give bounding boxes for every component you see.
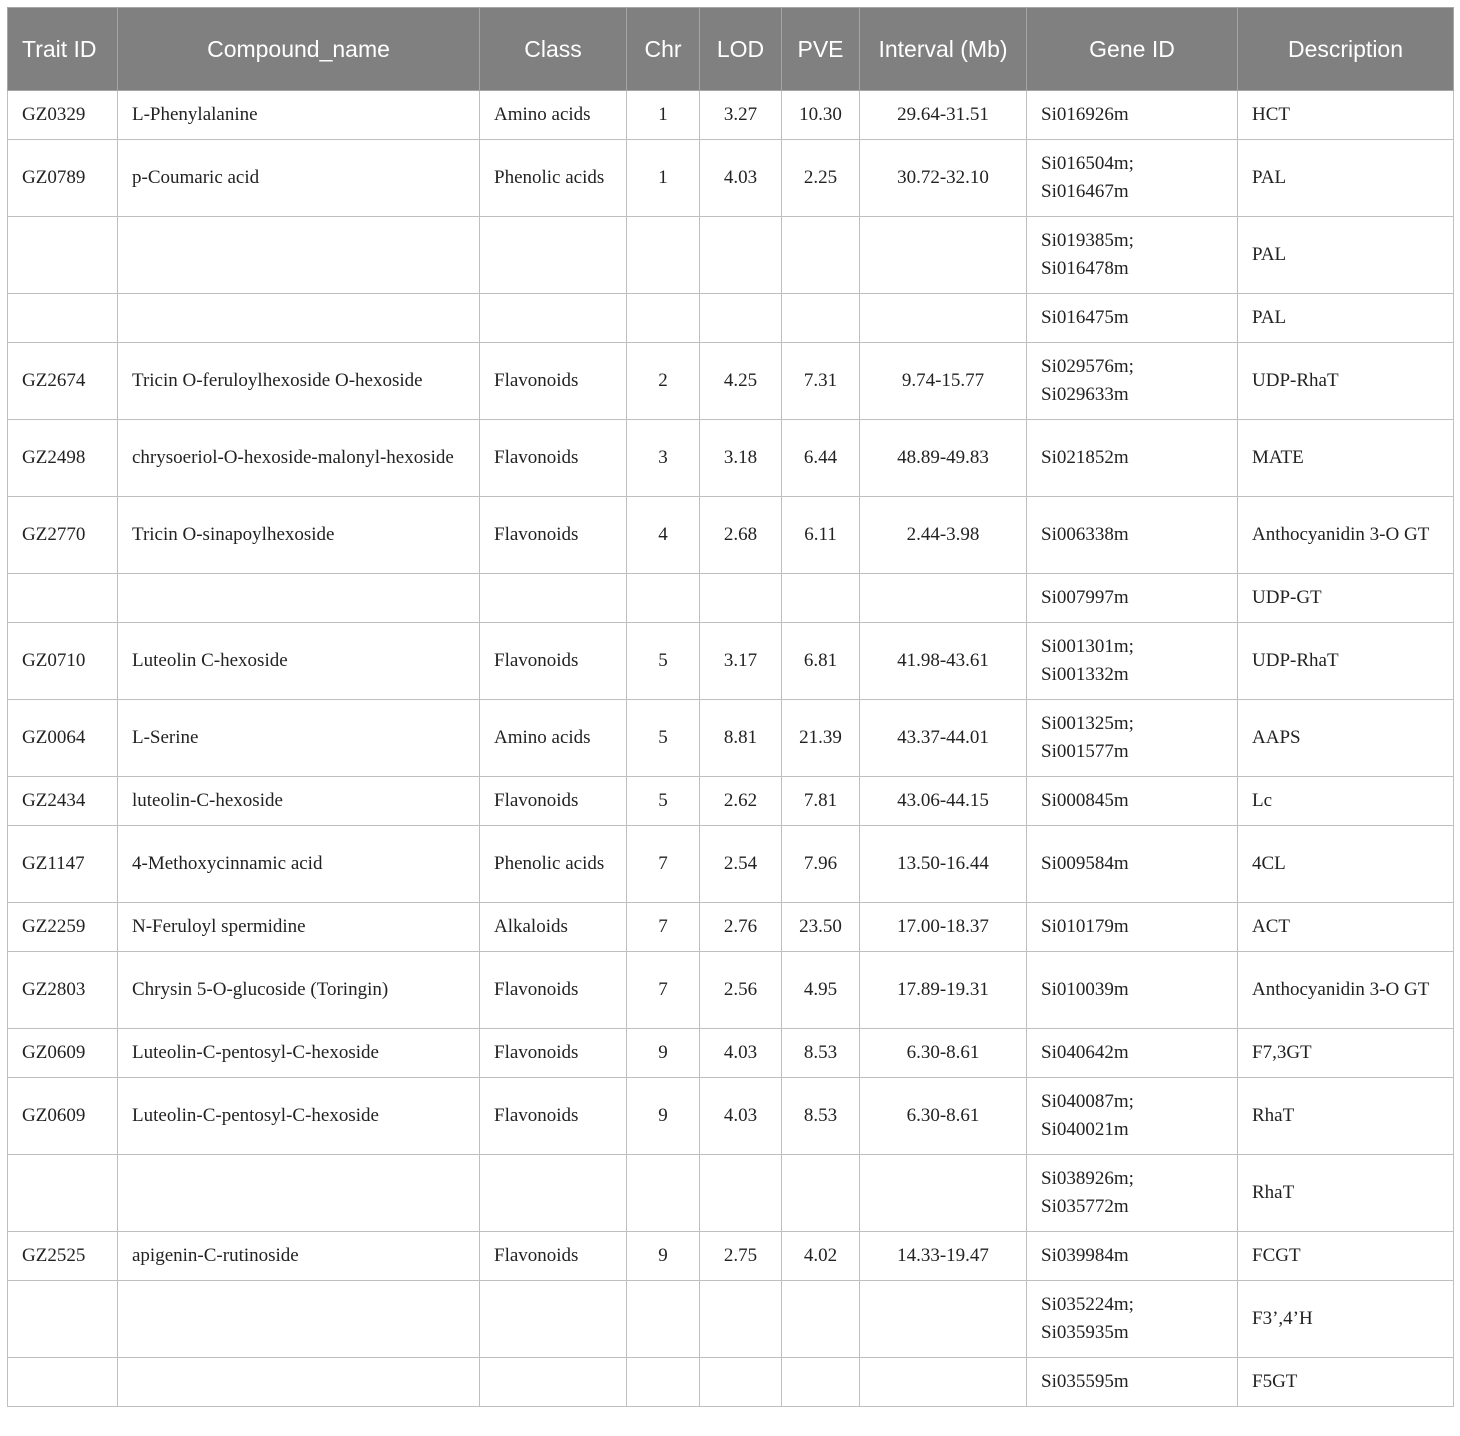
cell-chr <box>627 294 700 343</box>
cell-trait-id: GZ0789 <box>8 140 118 217</box>
cell-chr: 7 <box>627 826 700 903</box>
cell-pve: 4.02 <box>782 1232 860 1281</box>
cell-class: Amino acids <box>480 700 627 777</box>
header-chr: Chr <box>627 8 700 91</box>
cell-interval: 17.00-18.37 <box>860 903 1027 952</box>
cell-lod: 2.68 <box>700 497 782 574</box>
header-compound-name: Compound_name <box>118 8 480 91</box>
cell-description: PAL <box>1238 217 1454 294</box>
cell-description: PAL <box>1238 294 1454 343</box>
table-row <box>8 1232 1454 1281</box>
table-row <box>8 343 1454 420</box>
cell-description: UDP-RhaT <box>1238 623 1454 700</box>
cell-chr: 4 <box>627 497 700 574</box>
cell-trait-id <box>8 1281 118 1358</box>
cell-description: RhaT <box>1238 1078 1454 1155</box>
cell-chr <box>627 1281 700 1358</box>
cell-trait-id: GZ0609 <box>8 1029 118 1078</box>
cell-compound-name <box>118 217 480 294</box>
cell-description: UDP-GT <box>1238 574 1454 623</box>
cell-lod: 2.76 <box>700 903 782 952</box>
table-row <box>8 294 1454 343</box>
cell-lod <box>700 217 782 294</box>
cell-compound-name: Luteolin-C-pentosyl-C-hexoside <box>118 1078 480 1155</box>
cell-pve <box>782 1155 860 1232</box>
cell-trait-id <box>8 217 118 294</box>
cell-compound-name <box>118 1358 480 1407</box>
cell-description: Anthocyanidin 3-O GT <box>1238 952 1454 1029</box>
cell-gene-id: Si016504m; Si016467m <box>1027 140 1238 217</box>
cell-pve: 2.25 <box>782 140 860 217</box>
cell-chr: 1 <box>627 140 700 217</box>
table-row <box>8 826 1454 903</box>
cell-class: Alkaloids <box>480 903 627 952</box>
cell-class: Flavonoids <box>480 952 627 1029</box>
cell-description: 4CL <box>1238 826 1454 903</box>
cell-interval: 17.89-19.31 <box>860 952 1027 1029</box>
cell-lod <box>700 1155 782 1232</box>
cell-class: Flavonoids <box>480 777 627 826</box>
table-row <box>8 952 1454 1029</box>
cell-compound-name: apigenin-C-rutinoside <box>118 1232 480 1281</box>
cell-trait-id <box>8 574 118 623</box>
cell-class: Flavonoids <box>480 497 627 574</box>
cell-interval: 41.98-43.61 <box>860 623 1027 700</box>
table-row <box>8 623 1454 700</box>
cell-class <box>480 217 627 294</box>
cell-compound-name: Chrysin 5-O-glucoside (Toringin) <box>118 952 480 1029</box>
cell-chr: 7 <box>627 903 700 952</box>
header-lod: LOD <box>700 8 782 91</box>
cell-compound-name: Luteolin C-hexoside <box>118 623 480 700</box>
table-row <box>8 574 1454 623</box>
header-trait-id: Trait ID <box>8 8 118 91</box>
cell-interval: 29.64-31.51 <box>860 91 1027 140</box>
cell-gene-id: Si009584m <box>1027 826 1238 903</box>
cell-lod: 4.03 <box>700 1078 782 1155</box>
cell-interval: 6.30-8.61 <box>860 1078 1027 1155</box>
cell-trait-id: GZ0609 <box>8 1078 118 1155</box>
cell-class: Flavonoids <box>480 420 627 497</box>
cell-lod: 4.03 <box>700 1029 782 1078</box>
table-row <box>8 91 1454 140</box>
cell-description: Anthocyanidin 3-O GT <box>1238 497 1454 574</box>
cell-interval <box>860 574 1027 623</box>
cell-interval: 48.89-49.83 <box>860 420 1027 497</box>
cell-pve: 21.39 <box>782 700 860 777</box>
cell-pve: 8.53 <box>782 1078 860 1155</box>
table-row <box>8 777 1454 826</box>
table-row <box>8 903 1454 952</box>
cell-gene-id: Si021852m <box>1027 420 1238 497</box>
cell-class <box>480 1155 627 1232</box>
cell-trait-id: GZ2498 <box>8 420 118 497</box>
table-row <box>8 1078 1454 1155</box>
cell-trait-id: GZ2525 <box>8 1232 118 1281</box>
cell-pve: 23.50 <box>782 903 860 952</box>
cell-lod: 8.81 <box>700 700 782 777</box>
cell-lod: 2.75 <box>700 1232 782 1281</box>
cell-compound-name: 4-Methoxycinnamic acid <box>118 826 480 903</box>
cell-interval <box>860 1281 1027 1358</box>
cell-lod: 4.25 <box>700 343 782 420</box>
cell-pve: 10.30 <box>782 91 860 140</box>
cell-pve: 6.44 <box>782 420 860 497</box>
table-row <box>8 217 1454 294</box>
cell-compound-name <box>118 1281 480 1358</box>
cell-compound-name: chrysoeriol-O-hexoside-malonyl-hexoside <box>118 420 480 497</box>
header-pve: PVE <box>782 8 860 91</box>
cell-pve: 4.95 <box>782 952 860 1029</box>
cell-pve: 7.31 <box>782 343 860 420</box>
cell-trait-id <box>8 1358 118 1407</box>
cell-pve <box>782 217 860 294</box>
cell-compound-name: L-Phenylalanine <box>118 91 480 140</box>
cell-class <box>480 1358 627 1407</box>
cell-class: Flavonoids <box>480 1232 627 1281</box>
cell-lod <box>700 294 782 343</box>
cell-lod <box>700 1358 782 1407</box>
cell-chr: 9 <box>627 1029 700 1078</box>
cell-interval: 6.30-8.61 <box>860 1029 1027 1078</box>
cell-description: RhaT <box>1238 1155 1454 1232</box>
cell-interval <box>860 1155 1027 1232</box>
header-class: Class <box>480 8 627 91</box>
cell-pve: 7.96 <box>782 826 860 903</box>
table-row <box>8 700 1454 777</box>
cell-trait-id: GZ2434 <box>8 777 118 826</box>
cell-gene-id: Si001301m; Si001332m <box>1027 623 1238 700</box>
cell-gene-id: Si029576m; Si029633m <box>1027 343 1238 420</box>
cell-trait-id <box>8 294 118 343</box>
cell-compound-name <box>118 294 480 343</box>
cell-gene-id: Si007997m <box>1027 574 1238 623</box>
cell-compound-name: N-Feruloyl spermidine <box>118 903 480 952</box>
cell-gene-id: Si016926m <box>1027 91 1238 140</box>
cell-chr <box>627 217 700 294</box>
cell-description: F3’,4’H <box>1238 1281 1454 1358</box>
cell-compound-name <box>118 1155 480 1232</box>
cell-class: Amino acids <box>480 91 627 140</box>
cell-interval <box>860 217 1027 294</box>
cell-trait-id: GZ1147 <box>8 826 118 903</box>
cell-interval: 2.44-3.98 <box>860 497 1027 574</box>
cell-compound-name: L-Serine <box>118 700 480 777</box>
cell-interval: 43.06-44.15 <box>860 777 1027 826</box>
cell-gene-id: Si016475m <box>1027 294 1238 343</box>
header-row <box>8 8 1454 91</box>
cell-pve: 6.11 <box>782 497 860 574</box>
cell-gene-id: Si000845m <box>1027 777 1238 826</box>
cell-chr <box>627 1358 700 1407</box>
qtl-table <box>7 7 1454 1407</box>
cell-interval: 9.74-15.77 <box>860 343 1027 420</box>
cell-gene-id: Si038926m; Si035772m <box>1027 1155 1238 1232</box>
cell-lod: 3.27 <box>700 91 782 140</box>
cell-compound-name: p-Coumaric acid <box>118 140 480 217</box>
cell-description: PAL <box>1238 140 1454 217</box>
table-body <box>8 91 1454 1407</box>
cell-chr: 1 <box>627 91 700 140</box>
cell-chr: 9 <box>627 1078 700 1155</box>
cell-lod: 3.18 <box>700 420 782 497</box>
cell-class <box>480 294 627 343</box>
cell-chr: 9 <box>627 1232 700 1281</box>
cell-chr: 5 <box>627 623 700 700</box>
cell-interval: 14.33-19.47 <box>860 1232 1027 1281</box>
header-description: Description <box>1238 8 1454 91</box>
cell-class: Flavonoids <box>480 623 627 700</box>
cell-gene-id: Si010179m <box>1027 903 1238 952</box>
cell-trait-id: GZ2674 <box>8 343 118 420</box>
header-gene-id: Gene ID <box>1027 8 1238 91</box>
cell-chr: 7 <box>627 952 700 1029</box>
cell-interval: 43.37-44.01 <box>860 700 1027 777</box>
cell-class: Flavonoids <box>480 343 627 420</box>
cell-compound-name: Tricin O-feruloylhexoside O-hexoside <box>118 343 480 420</box>
cell-trait-id <box>8 1155 118 1232</box>
cell-chr <box>627 1155 700 1232</box>
cell-description: AAPS <box>1238 700 1454 777</box>
table-row <box>8 1029 1454 1078</box>
cell-class: Phenolic acids <box>480 140 627 217</box>
cell-gene-id: Si039984m <box>1027 1232 1238 1281</box>
cell-compound-name: Luteolin-C-pentosyl-C-hexoside <box>118 1029 480 1078</box>
cell-chr: 5 <box>627 777 700 826</box>
cell-pve <box>782 294 860 343</box>
cell-class <box>480 1281 627 1358</box>
cell-class: Flavonoids <box>480 1078 627 1155</box>
header-interval: Interval (Mb) <box>860 8 1027 91</box>
cell-class: Flavonoids <box>480 1029 627 1078</box>
cell-interval: 30.72-32.10 <box>860 140 1027 217</box>
cell-interval: 13.50-16.44 <box>860 826 1027 903</box>
cell-class: Phenolic acids <box>480 826 627 903</box>
table-row <box>8 140 1454 217</box>
cell-gene-id: Si010039m <box>1027 952 1238 1029</box>
cell-gene-id: Si001325m; Si001577m <box>1027 700 1238 777</box>
cell-trait-id: GZ2770 <box>8 497 118 574</box>
cell-chr: 5 <box>627 700 700 777</box>
cell-chr: 3 <box>627 420 700 497</box>
cell-gene-id: Si035224m; Si035935m <box>1027 1281 1238 1358</box>
cell-pve: 8.53 <box>782 1029 860 1078</box>
cell-chr: 2 <box>627 343 700 420</box>
cell-trait-id: GZ2259 <box>8 903 118 952</box>
cell-pve <box>782 1281 860 1358</box>
cell-lod: 3.17 <box>700 623 782 700</box>
cell-gene-id: Si040087m; Si040021m <box>1027 1078 1238 1155</box>
cell-interval <box>860 1358 1027 1407</box>
table-row <box>8 420 1454 497</box>
cell-pve: 7.81 <box>782 777 860 826</box>
cell-gene-id: Si040642m <box>1027 1029 1238 1078</box>
cell-class <box>480 574 627 623</box>
table-row <box>8 1155 1454 1232</box>
cell-trait-id: GZ0329 <box>8 91 118 140</box>
cell-description: Lc <box>1238 777 1454 826</box>
cell-description: F5GT <box>1238 1358 1454 1407</box>
cell-lod <box>700 1281 782 1358</box>
cell-description: MATE <box>1238 420 1454 497</box>
cell-lod: 4.03 <box>700 140 782 217</box>
cell-description: HCT <box>1238 91 1454 140</box>
cell-pve <box>782 574 860 623</box>
cell-compound-name: luteolin-C-hexoside <box>118 777 480 826</box>
cell-lod <box>700 574 782 623</box>
cell-gene-id: Si019385m; Si016478m <box>1027 217 1238 294</box>
cell-description: UDP-RhaT <box>1238 343 1454 420</box>
cell-chr <box>627 574 700 623</box>
cell-description: F7,3GT <box>1238 1029 1454 1078</box>
table-row <box>8 497 1454 574</box>
cell-pve <box>782 1358 860 1407</box>
cell-description: ACT <box>1238 903 1454 952</box>
table-row <box>8 1281 1454 1358</box>
cell-lod: 2.54 <box>700 826 782 903</box>
cell-pve: 6.81 <box>782 623 860 700</box>
cell-compound-name <box>118 574 480 623</box>
cell-gene-id: Si006338m <box>1027 497 1238 574</box>
cell-description: FCGT <box>1238 1232 1454 1281</box>
cell-lod: 2.62 <box>700 777 782 826</box>
cell-trait-id: GZ0064 <box>8 700 118 777</box>
cell-compound-name: Tricin O-sinapoylhexoside <box>118 497 480 574</box>
cell-lod: 2.56 <box>700 952 782 1029</box>
cell-gene-id: Si035595m <box>1027 1358 1238 1407</box>
cell-trait-id: GZ2803 <box>8 952 118 1029</box>
cell-interval <box>860 294 1027 343</box>
table-row <box>8 1358 1454 1407</box>
cell-trait-id: GZ0710 <box>8 623 118 700</box>
